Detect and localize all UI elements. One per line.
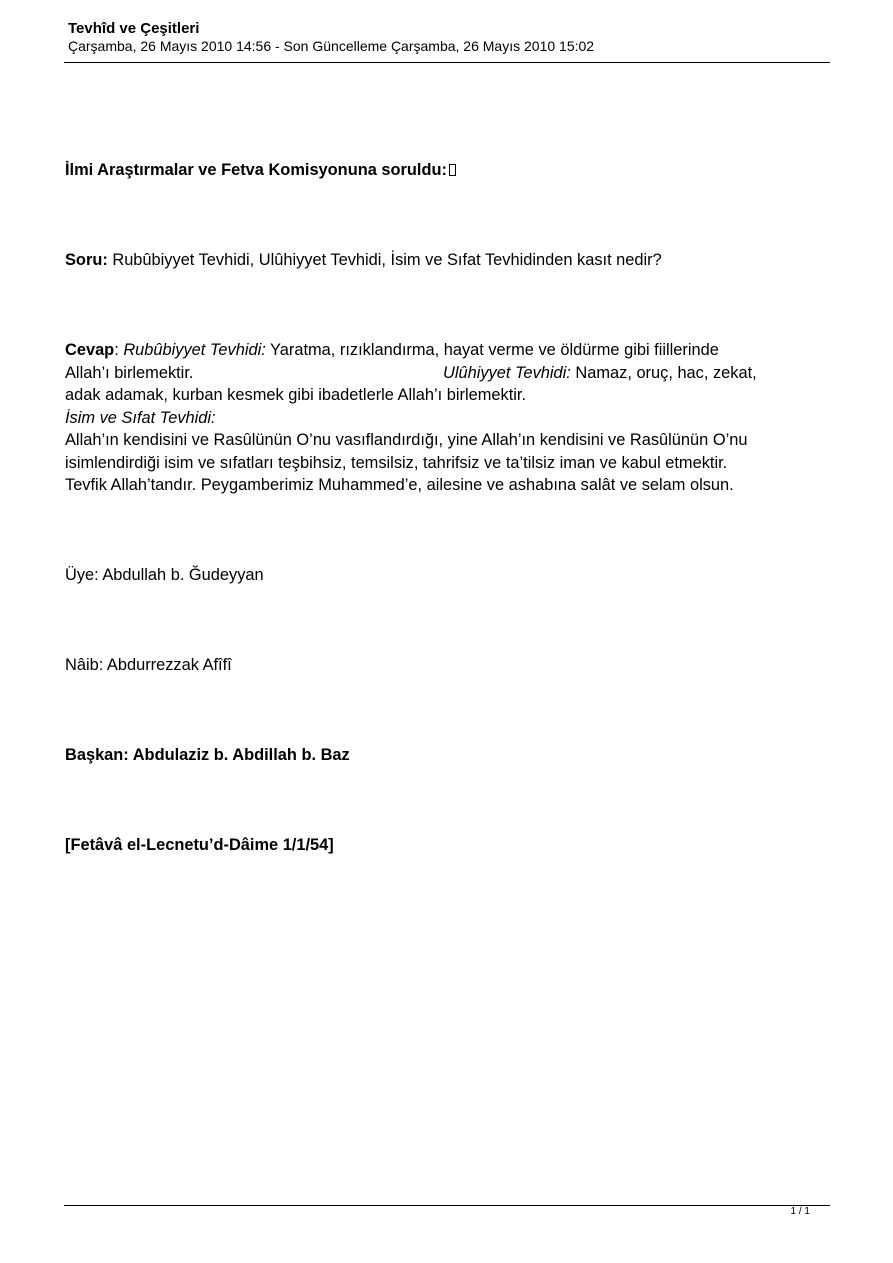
answer-paragraph <box>65 339 835 497</box>
document-dates: Çarşamba, 26 Mayıs 2010 14:56 - Son Güncelleme Çarşamba, 26 Mayıs 2010 15:02 <box>68 38 595 54</box>
isim-sifat-term: İsim ve Sıfat Tevhidi: <box>65 408 216 427</box>
uluhiyyet-text-1: Namaz, oruç, hac, zekat, <box>575 363 757 382</box>
member-signature: Üye: Abdullah b. Ğudeyyan <box>65 566 264 584</box>
intro-line <box>65 159 835 182</box>
question-label: Soru: <box>65 251 108 269</box>
answer-label: Cevap <box>65 341 115 359</box>
header-divider <box>64 62 830 63</box>
document-header <box>68 20 830 55</box>
isim-sifat-text-1: Allah’ın kendisini ve Rasûlünün O’nu vasıflandırdığı, yine Allah’ın kendisini ve Rasûlünün O’nu <box>65 431 748 449</box>
missing-glyph-icon <box>449 164 456 176</box>
question-paragraph <box>65 249 835 272</box>
uluhiyyet-term: Ulûhiyyet Tevhidi: <box>443 363 571 382</box>
answer-line-1 <box>65 339 835 362</box>
question-text: Rubûbiyyet Tevhidi, Ulûhiyyet Tevhidi, İsim ve Sıfat Tevhidinden kasıt nedir? <box>112 251 662 269</box>
uluhiyyet-text-2: adak adamak, kurban kesmek gibi ibadetlerle Allah’ı birlemektir. <box>65 386 526 404</box>
rububiyyet-term: Rubûbiyyet Tevhidi: <box>123 341 266 359</box>
answer-colon: : <box>114 341 119 359</box>
intro-text: İlmi Araştırmalar ve Fetva Komisyonuna soruldu: <box>65 161 447 179</box>
deputy-signature: Nâib: Abdurrezzak Afîfî <box>65 656 232 674</box>
reference-citation: [Fetâvâ el-Lecnetu’d-Dâime 1/1/54] <box>65 836 334 854</box>
page-number: 1 / 1 <box>790 1206 810 1217</box>
isim-sifat-text-2: isimlendirdiği isim ve sıfatları teşbihsiz, temsilsiz, tahrifsiz ve ta’tilsiz iman ve kabul etmektir. <box>65 453 728 472</box>
document-title: Tevhîd ve Çeşitleri <box>68 20 200 37</box>
rububiyyet-text-2: Allah’ı birlemektir. <box>65 363 194 382</box>
rububiyyet-text-1: Yaratma, rızıklandırma, hayat verme ve öldürme gibi fiillerinde <box>270 341 719 359</box>
footer-divider <box>64 1205 830 1206</box>
answer-line-2 <box>65 362 835 385</box>
closing-text: Tevfik Allah’tandır. Peygamberimiz Muhammed’e, ailesine ve ashabına salât ve selam olsun. <box>65 476 734 494</box>
president-signature: Başkan: Abdulaziz b. Abdillah b. Baz <box>65 746 350 764</box>
